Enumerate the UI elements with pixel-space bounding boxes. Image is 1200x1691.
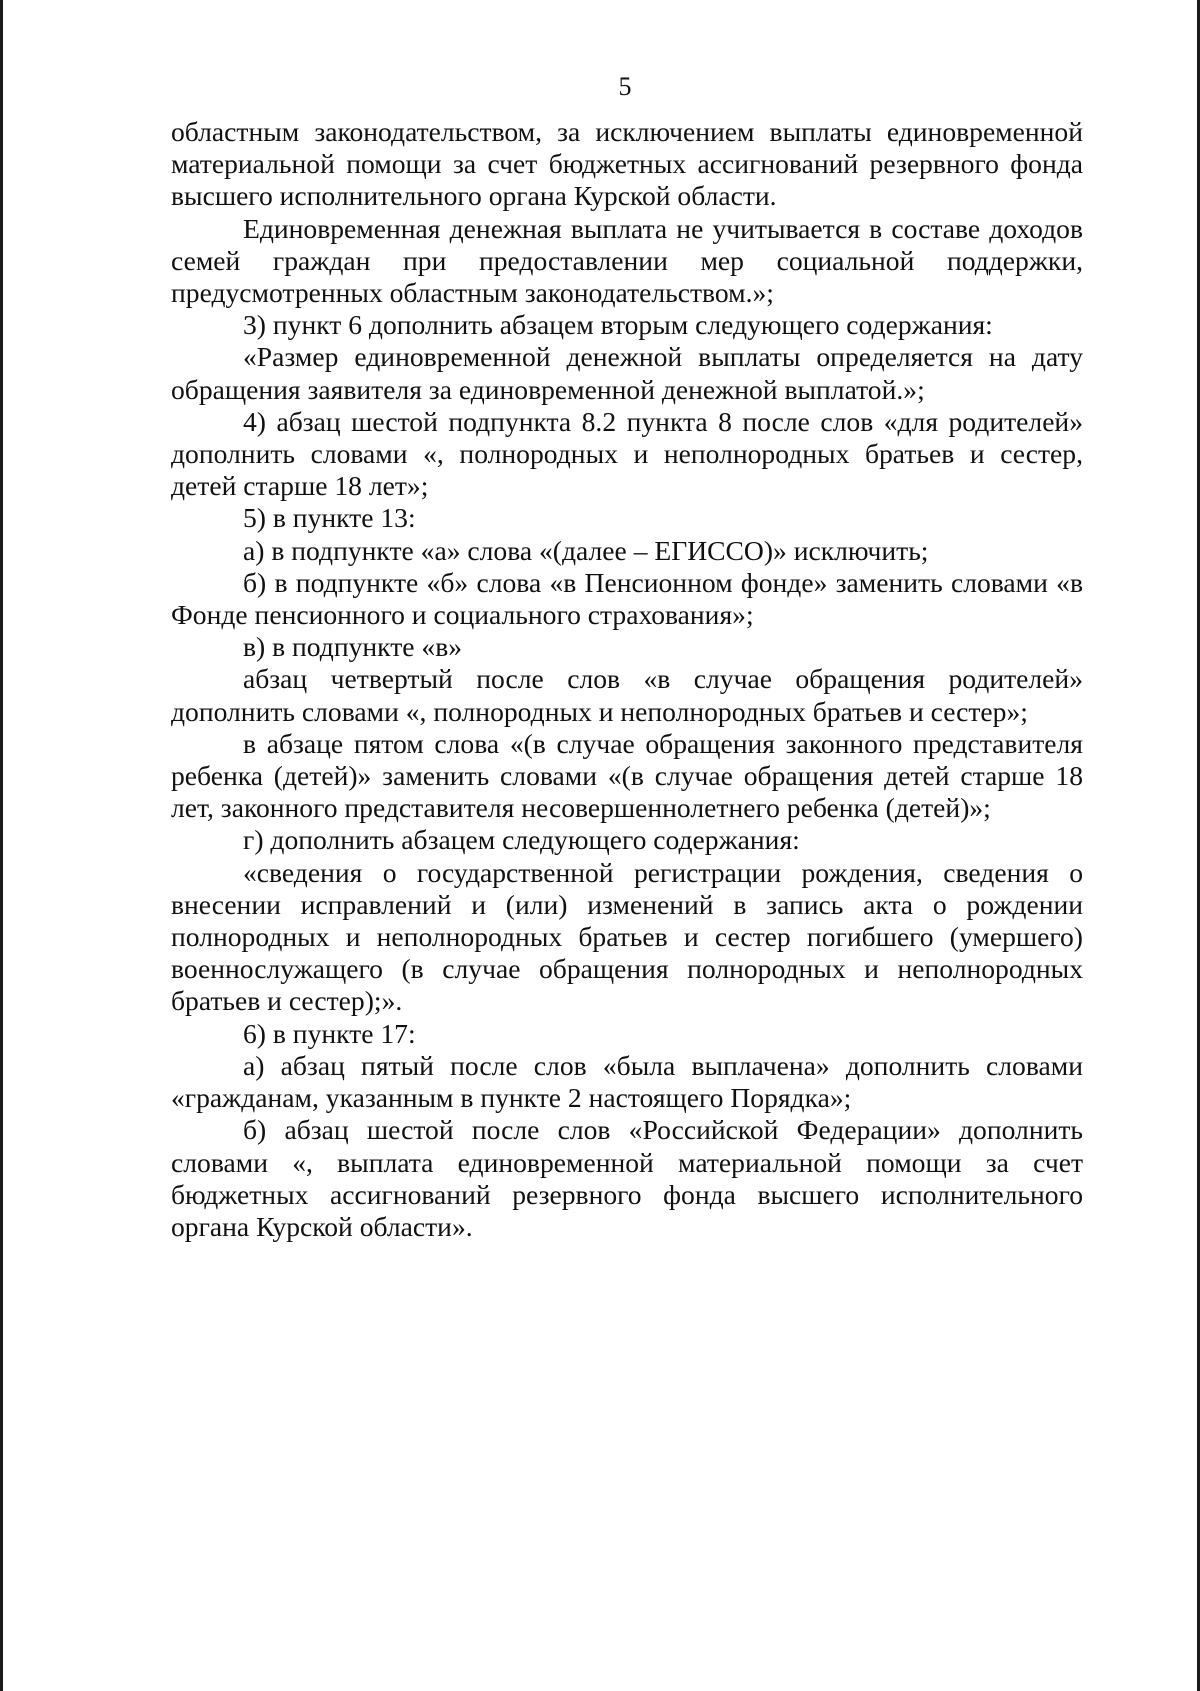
paragraph: абзац четвертый после слов «в случае обращения родителей» дополнить словами «, полнородных и неполнородных братьев и сестер»; <box>171 663 1083 727</box>
page-edge-left <box>0 0 3 1691</box>
paragraph: 6) в пункте 17: <box>243 1017 416 1049</box>
paragraph: а) в подпункте «а» слова «(далее – ЕГИССО)» исключить; <box>243 534 929 566</box>
paragraph: б) в подпункте «б» слова «в Пенсионном фонде» заменить словами «в Фонде пенсионного и социального страхования»; <box>171 566 1083 631</box>
paragraph: «сведения о государственной регистрации рождения, сведения о внесении исправлений и (или) изменений в запись акта о рождении полнородных и неполнородных братьев и сестер погибшего (умершего) военнослужащего (в случае обращения полнородных и неполнородных братьев и сестер);». <box>171 856 1083 1017</box>
paragraph: областным законодательством, за исключением выплаты единовременной материальной помощи за счет бюджетных ассигнований резервного фонда высшего исполнительного органа Курской области. <box>171 116 1083 212</box>
paragraph: «Размер единовременной денежной выплаты определяется на дату обращения заявителя за единовременной денежной выплатой.»; <box>171 341 1083 405</box>
page-number: 5 <box>618 72 632 101</box>
paragraph: 5) в пункте 13: <box>243 502 416 534</box>
paragraph: Единовременная денежная выплата не учитывается в составе доходов семей граждан при предоставлении мер социальной поддержки, предусмотренных областным законодательством.»; <box>171 212 1083 309</box>
document-body <box>171 116 1083 1243</box>
paragraph: в абзаце пятом слова «(в случае обращения законного представителя ребенка (детей)» заменить словами «(в случае обращения детей старше 18 лет, законного представителя несовершеннолетнего ребенка (детей)»; <box>171 727 1083 824</box>
paragraph: 3) пункт 6 дополнить абзацем вторым следующего содержания: <box>243 309 993 341</box>
paragraph: б) абзац шестой после слов «Российской Федерации» дополнить словами «, выплата единовременной материальной помощи за счет бюджетных ассигнований резервного фонда высшего исполнительного органа Курской области». <box>171 1114 1083 1242</box>
paragraph: а) абзац пятый после слов «была выплачена» дополнить словами «гражданам, указанным в пункте 2 настоящего Порядка»; <box>171 1049 1083 1114</box>
paragraph: в) в подпункте «в» <box>243 631 463 663</box>
paragraph: г) дополнить абзацем следующего содержания: <box>243 824 800 856</box>
paragraph: 4) абзац шестой подпункта 8.2 пункта 8 после слов «для родителей» дополнить словами «, полнородных и неполнородных братьев и сестер, детей старше 18 лет»; <box>171 405 1083 502</box>
